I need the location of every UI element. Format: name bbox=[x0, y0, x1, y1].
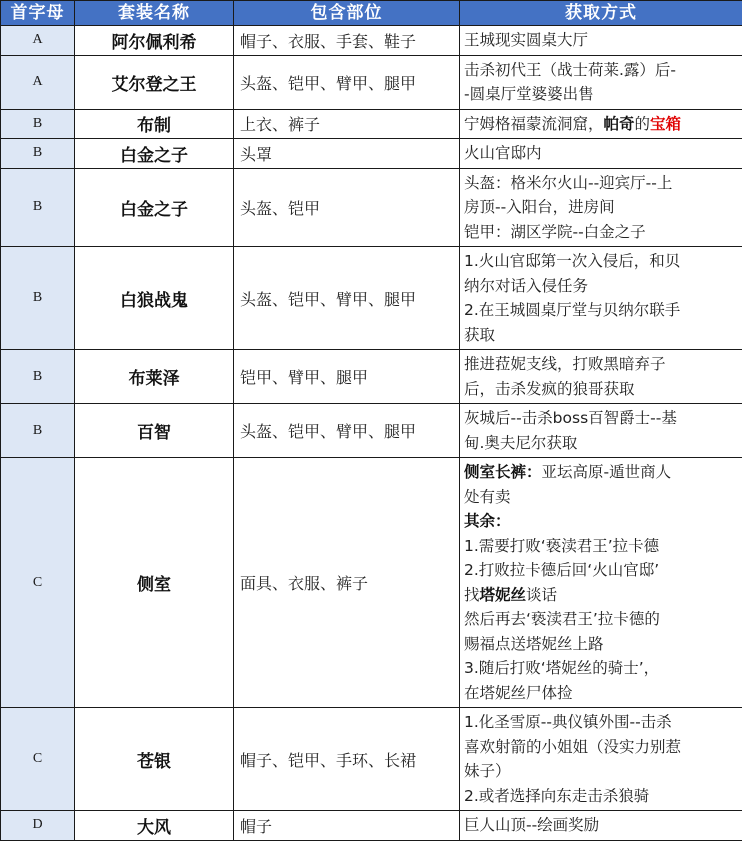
table-row bbox=[1, 350, 742, 404]
table-row bbox=[1, 139, 742, 169]
method-line: 后，击杀发疯的狼哥获取 bbox=[464, 377, 738, 402]
method-cell bbox=[460, 350, 742, 404]
npc-name-patches: 帕奇 bbox=[604, 115, 635, 133]
header-parts: 包含部位 bbox=[234, 1, 460, 26]
method-cell bbox=[460, 168, 742, 247]
parts-cell: 面具、衣服、裤子 bbox=[234, 458, 460, 708]
set-name-cell: 白金之子 bbox=[75, 139, 234, 169]
header-letter: 首字母 bbox=[1, 1, 75, 26]
method-cell bbox=[460, 404, 742, 458]
method-line: 获取 bbox=[464, 323, 738, 348]
method-line: 房顶--入阳台，进房间 bbox=[464, 195, 738, 220]
method-line: 2.在王城圆桌厅堂与贝纳尔联手 bbox=[464, 298, 738, 323]
method-text: 的 bbox=[635, 115, 651, 133]
table-row bbox=[1, 109, 742, 139]
parts-cell: 头盔、铠甲、臂甲、腿甲 bbox=[234, 247, 460, 350]
method-text: 谈话 bbox=[526, 586, 557, 604]
letter-cell: B bbox=[1, 350, 75, 404]
method-line: 王城现实圆桌大厅 bbox=[464, 28, 738, 53]
method-line bbox=[464, 460, 738, 485]
set-name-cell: 百智 bbox=[75, 404, 234, 458]
table-row bbox=[1, 404, 742, 458]
method-line: 击杀初代王（战士荷莱.露）后- bbox=[464, 58, 738, 83]
method-subtitle: 侧室长裤： bbox=[464, 463, 542, 481]
letter-cell: B bbox=[1, 139, 75, 169]
set-name-cell: 艾尔登之王 bbox=[75, 55, 234, 109]
method-line: 处有卖 bbox=[464, 485, 738, 510]
method-line: 甸.奥夫尼尔获取 bbox=[464, 431, 738, 456]
method-line: 铠甲：湖区学院--白金之子 bbox=[464, 220, 738, 245]
method-line: 1.火山官邸第一次入侵后，和贝 bbox=[464, 249, 738, 274]
set-name-cell: 布制 bbox=[75, 109, 234, 139]
method-line: -圆桌厅堂婆婆出售 bbox=[464, 82, 738, 107]
letter-cell: B bbox=[1, 247, 75, 350]
method-line bbox=[464, 583, 738, 608]
letter-cell: B bbox=[1, 168, 75, 247]
method-line: 3.随后打败‘塔妮丝的骑士’， bbox=[464, 656, 738, 681]
method-line: 在塔妮丝尸体捡 bbox=[464, 681, 738, 706]
parts-cell: 铠甲、臂甲、腿甲 bbox=[234, 350, 460, 404]
method-line bbox=[464, 112, 738, 137]
header-set-name: 套装名称 bbox=[75, 1, 234, 26]
method-line: 妹子） bbox=[464, 759, 738, 784]
parts-cell: 上衣、裤子 bbox=[234, 109, 460, 139]
table-row bbox=[1, 26, 742, 56]
parts-cell: 头盔、铠甲、臂甲、腿甲 bbox=[234, 404, 460, 458]
method-line: 灰城后--击杀boss百智爵士--基 bbox=[464, 406, 738, 431]
set-name-cell: 苍银 bbox=[75, 708, 234, 811]
method-cell bbox=[460, 109, 742, 139]
letter-cell: B bbox=[1, 404, 75, 458]
method-line: 头盔：格米尔火山--迎宾厅--上 bbox=[464, 171, 738, 196]
table-row bbox=[1, 811, 742, 841]
method-line: 喜欢射箭的小姐姐（没实力别惹 bbox=[464, 735, 738, 760]
method-text: 找 bbox=[464, 586, 480, 604]
method-line: 2.打败拉卡德后回‘火山官邸’ bbox=[464, 558, 738, 583]
table-row bbox=[1, 458, 742, 708]
method-cell bbox=[460, 708, 742, 811]
npc-name-tanith: 塔妮丝 bbox=[480, 586, 527, 604]
letter-cell: A bbox=[1, 26, 75, 56]
method-cell bbox=[460, 26, 742, 56]
set-name-cell: 布莱泽 bbox=[75, 350, 234, 404]
method-line: 火山官邸内 bbox=[464, 141, 738, 166]
parts-cell: 帽子 bbox=[234, 811, 460, 841]
table-row bbox=[1, 708, 742, 811]
set-name-cell: 侧室 bbox=[75, 458, 234, 708]
method-subtitle: 其余： bbox=[464, 509, 738, 534]
method-cell bbox=[460, 55, 742, 109]
method-line: 推进菈妮支线，打败黑暗弃子 bbox=[464, 352, 738, 377]
parts-cell: 头盔、铠甲、臂甲、腿甲 bbox=[234, 55, 460, 109]
method-line: 然后再去‘亵渎君王’拉卡德的 bbox=[464, 607, 738, 632]
table-row bbox=[1, 55, 742, 109]
method-text: 亚坛高原-遁世商人 bbox=[542, 463, 672, 481]
letter-cell: B bbox=[1, 109, 75, 139]
letter-cell: D bbox=[1, 811, 75, 841]
method-line: 赐福点送塔妮丝上路 bbox=[464, 632, 738, 657]
set-name-cell: 大风 bbox=[75, 811, 234, 841]
parts-cell: 头盔、铠甲 bbox=[234, 168, 460, 247]
parts-cell: 帽子、铠甲、手环、长裙 bbox=[234, 708, 460, 811]
letter-cell: C bbox=[1, 708, 75, 811]
letter-cell: C bbox=[1, 458, 75, 708]
letter-cell: A bbox=[1, 55, 75, 109]
method-line: 1.化圣雪原--典仪镇外围--击杀 bbox=[464, 710, 738, 735]
header-row bbox=[1, 1, 742, 26]
table-row bbox=[1, 247, 742, 350]
parts-cell: 帽子、衣服、手套、鞋子 bbox=[234, 26, 460, 56]
table-row bbox=[1, 168, 742, 247]
set-name-cell: 白狼战鬼 bbox=[75, 247, 234, 350]
method-line: 纳尔对话入侵任务 bbox=[464, 274, 738, 299]
method-text: 宁姆格福蒙流洞窟， bbox=[464, 115, 604, 133]
parts-cell: 头罩 bbox=[234, 139, 460, 169]
set-name-cell: 白金之子 bbox=[75, 168, 234, 247]
method-cell bbox=[460, 811, 742, 841]
treasure-chest-highlight: 宝箱 bbox=[650, 115, 681, 133]
set-name-cell: 阿尔佩利希 bbox=[75, 26, 234, 56]
method-line: 2.或者选择向东走击杀狼骑 bbox=[464, 784, 738, 809]
method-cell bbox=[460, 247, 742, 350]
method-line: 巨人山顶--绘画奖励 bbox=[464, 813, 738, 838]
method-cell bbox=[460, 139, 742, 169]
method-cell bbox=[460, 458, 742, 708]
method-line: 1.需要打败‘亵渎君王’拉卡德 bbox=[464, 534, 738, 559]
header-method: 获取方式 bbox=[460, 1, 742, 26]
